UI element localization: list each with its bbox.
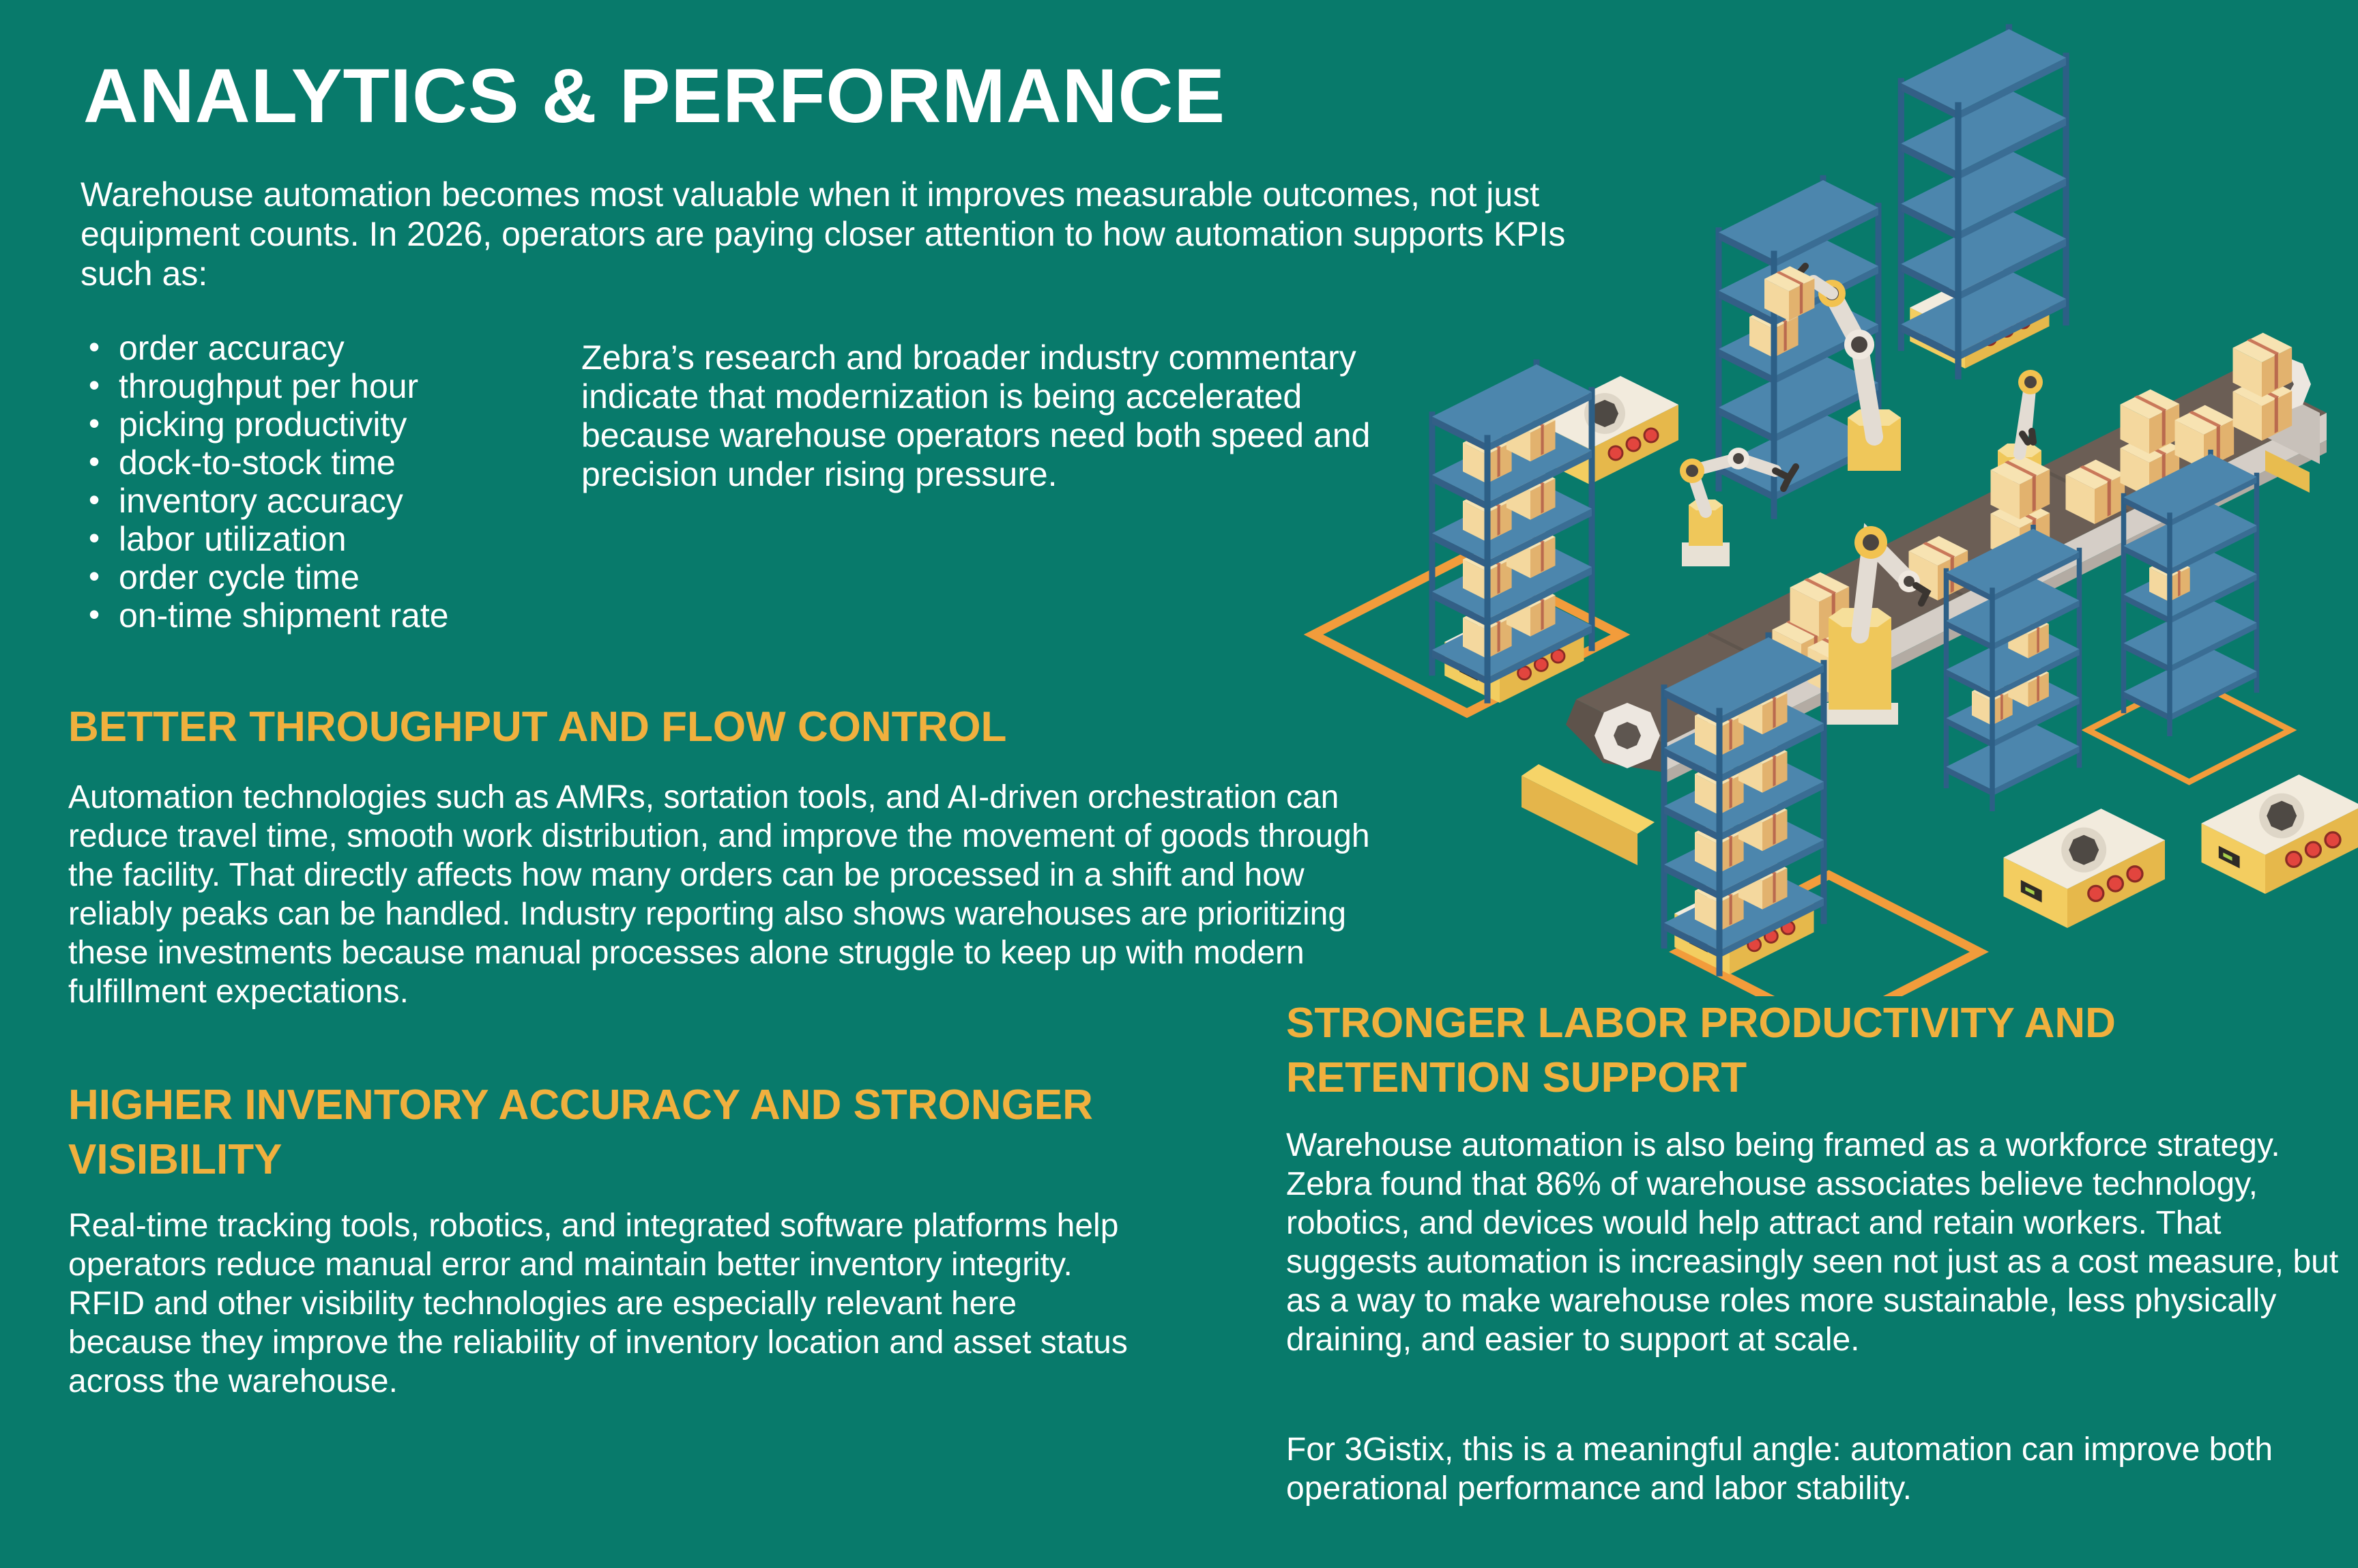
kpi-item: • order accuracy xyxy=(87,329,449,367)
zebra-research-paragraph: Zebra’s research and broader industry commentary indicate that modernization is being accelerated because warehouse operators need both speed and precision under rising pressure. xyxy=(581,338,1371,493)
kpi-bullet-list xyxy=(87,329,449,635)
section-body-inventory-accuracy: Real-time tracking tools, robotics, and integrated software platforms help operators reduce manual error and maintain better inventory integrity. RFID and other visibility technologies are especially relevant here because they improve the reliability of inventory location and asset status across the warehouse. xyxy=(68,1208,1128,1399)
kpi-item: • dock-to-stock time xyxy=(87,444,449,482)
kpi-item: • picking productivity xyxy=(87,405,449,444)
kpi-item: • order cycle time xyxy=(87,558,449,596)
section-heading-throughput: BETTER THROUGHPUT AND FLOW CONTROL xyxy=(68,703,1007,751)
agv-robot xyxy=(2004,809,2166,928)
kpi-item: • on-time shipment rate xyxy=(87,596,449,635)
robot-arm-sorter xyxy=(2018,370,2043,454)
page-title: ANALYTICS & PERFORMANCE xyxy=(83,53,1226,139)
kpi-item: • inventory accuracy xyxy=(87,482,449,520)
intro-paragraph: Warehouse automation becomes most valuable when it improves measurable outcomes, not just equipment counts. In 2026, operators are paying closer attention to how automation supports KPIs such as: xyxy=(81,175,1566,293)
shelf-rack-right-mid xyxy=(1947,525,2080,811)
section-heading-labor-productivity: STRONGER LABOR PRODUCTIVITY AND RETENTION SUPPORT xyxy=(1286,1000,2116,1101)
section-body-throughput: Automation technologies such as AMRs, sortation tools, and AI-driven orchestration can reduce travel time, smooth work distribution, and improve the movement of goods through the facility. That directly affects how many orders can be processed in a shift and how reliably peaks can be handled. Industry reporting also shows warehouses are prioritizing these investments because manual processes alone struggle to keep up with modern fulfillment expectations. xyxy=(68,779,1370,1010)
section-heading-inventory-accuracy: HIGHER INVENTORY ACCURACY AND STRONGER VISIBILITY xyxy=(68,1081,1093,1183)
kpi-item: • labor utilization xyxy=(87,520,449,558)
section-body-labor-productivity: Warehouse automation is also being framed as a workforce strategy. Zebra found that 86% of warehouse associates believe technology, robotics, and devices would help attract and retain workers. That suggests automation is increasingly seen not just as a cost measure, but as a way to make warehouse roles more sustainable, less physically draining, and easier to support at scale. xyxy=(1286,1127,2339,1358)
warehouse-illustration xyxy=(1283,0,2358,996)
section-body-3gistix: For 3Gistix, this is a meaningful angle: automation can improve both operational performance and labor stability. xyxy=(1286,1432,2273,1507)
shelf-rack-right-far xyxy=(2124,450,2257,736)
agv-robot xyxy=(2202,774,2358,894)
kpi-item: • throughput per hour xyxy=(87,367,449,405)
